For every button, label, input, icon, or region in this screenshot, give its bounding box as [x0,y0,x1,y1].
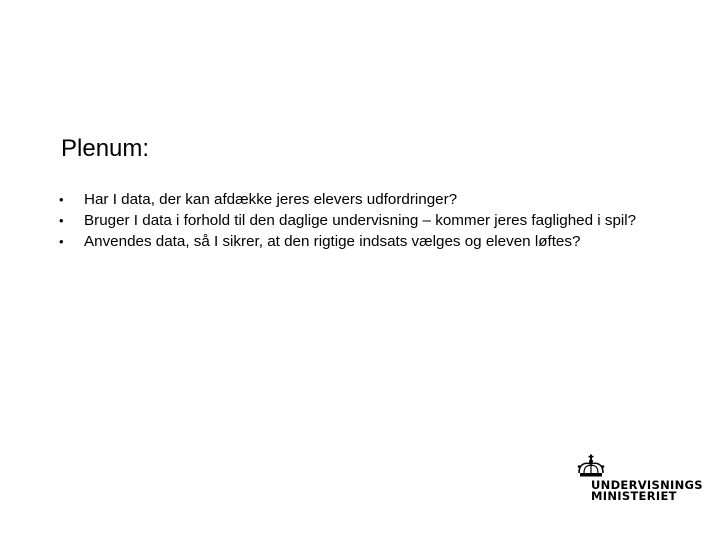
slide-title: Plenum: [61,135,150,162]
logo-text-line2: MINISTERIET [591,489,677,503]
bullet-marker: • [59,234,64,249]
list-item [59,189,709,210]
bullet-list [59,189,709,252]
list-item [59,231,709,252]
bullet-text: Bruger I data i forhold til den daglige undervisning – kommer jeres faglighed i spil? [84,212,637,229]
list-item [59,210,709,231]
bullet-text: Anvendes data, så I sikrer, at den rigtige indsats vælges og eleven løftes? [84,233,581,250]
bullet-marker: • [59,213,64,228]
bullet-marker: • [59,192,64,207]
crown-icon [576,454,606,478]
logo-text-line1: UNDERVISNINGS [591,478,703,492]
ministry-logo [576,454,711,502]
bullet-text: Har I data, der kan afdække jeres elevers udfordringer? [84,191,458,208]
